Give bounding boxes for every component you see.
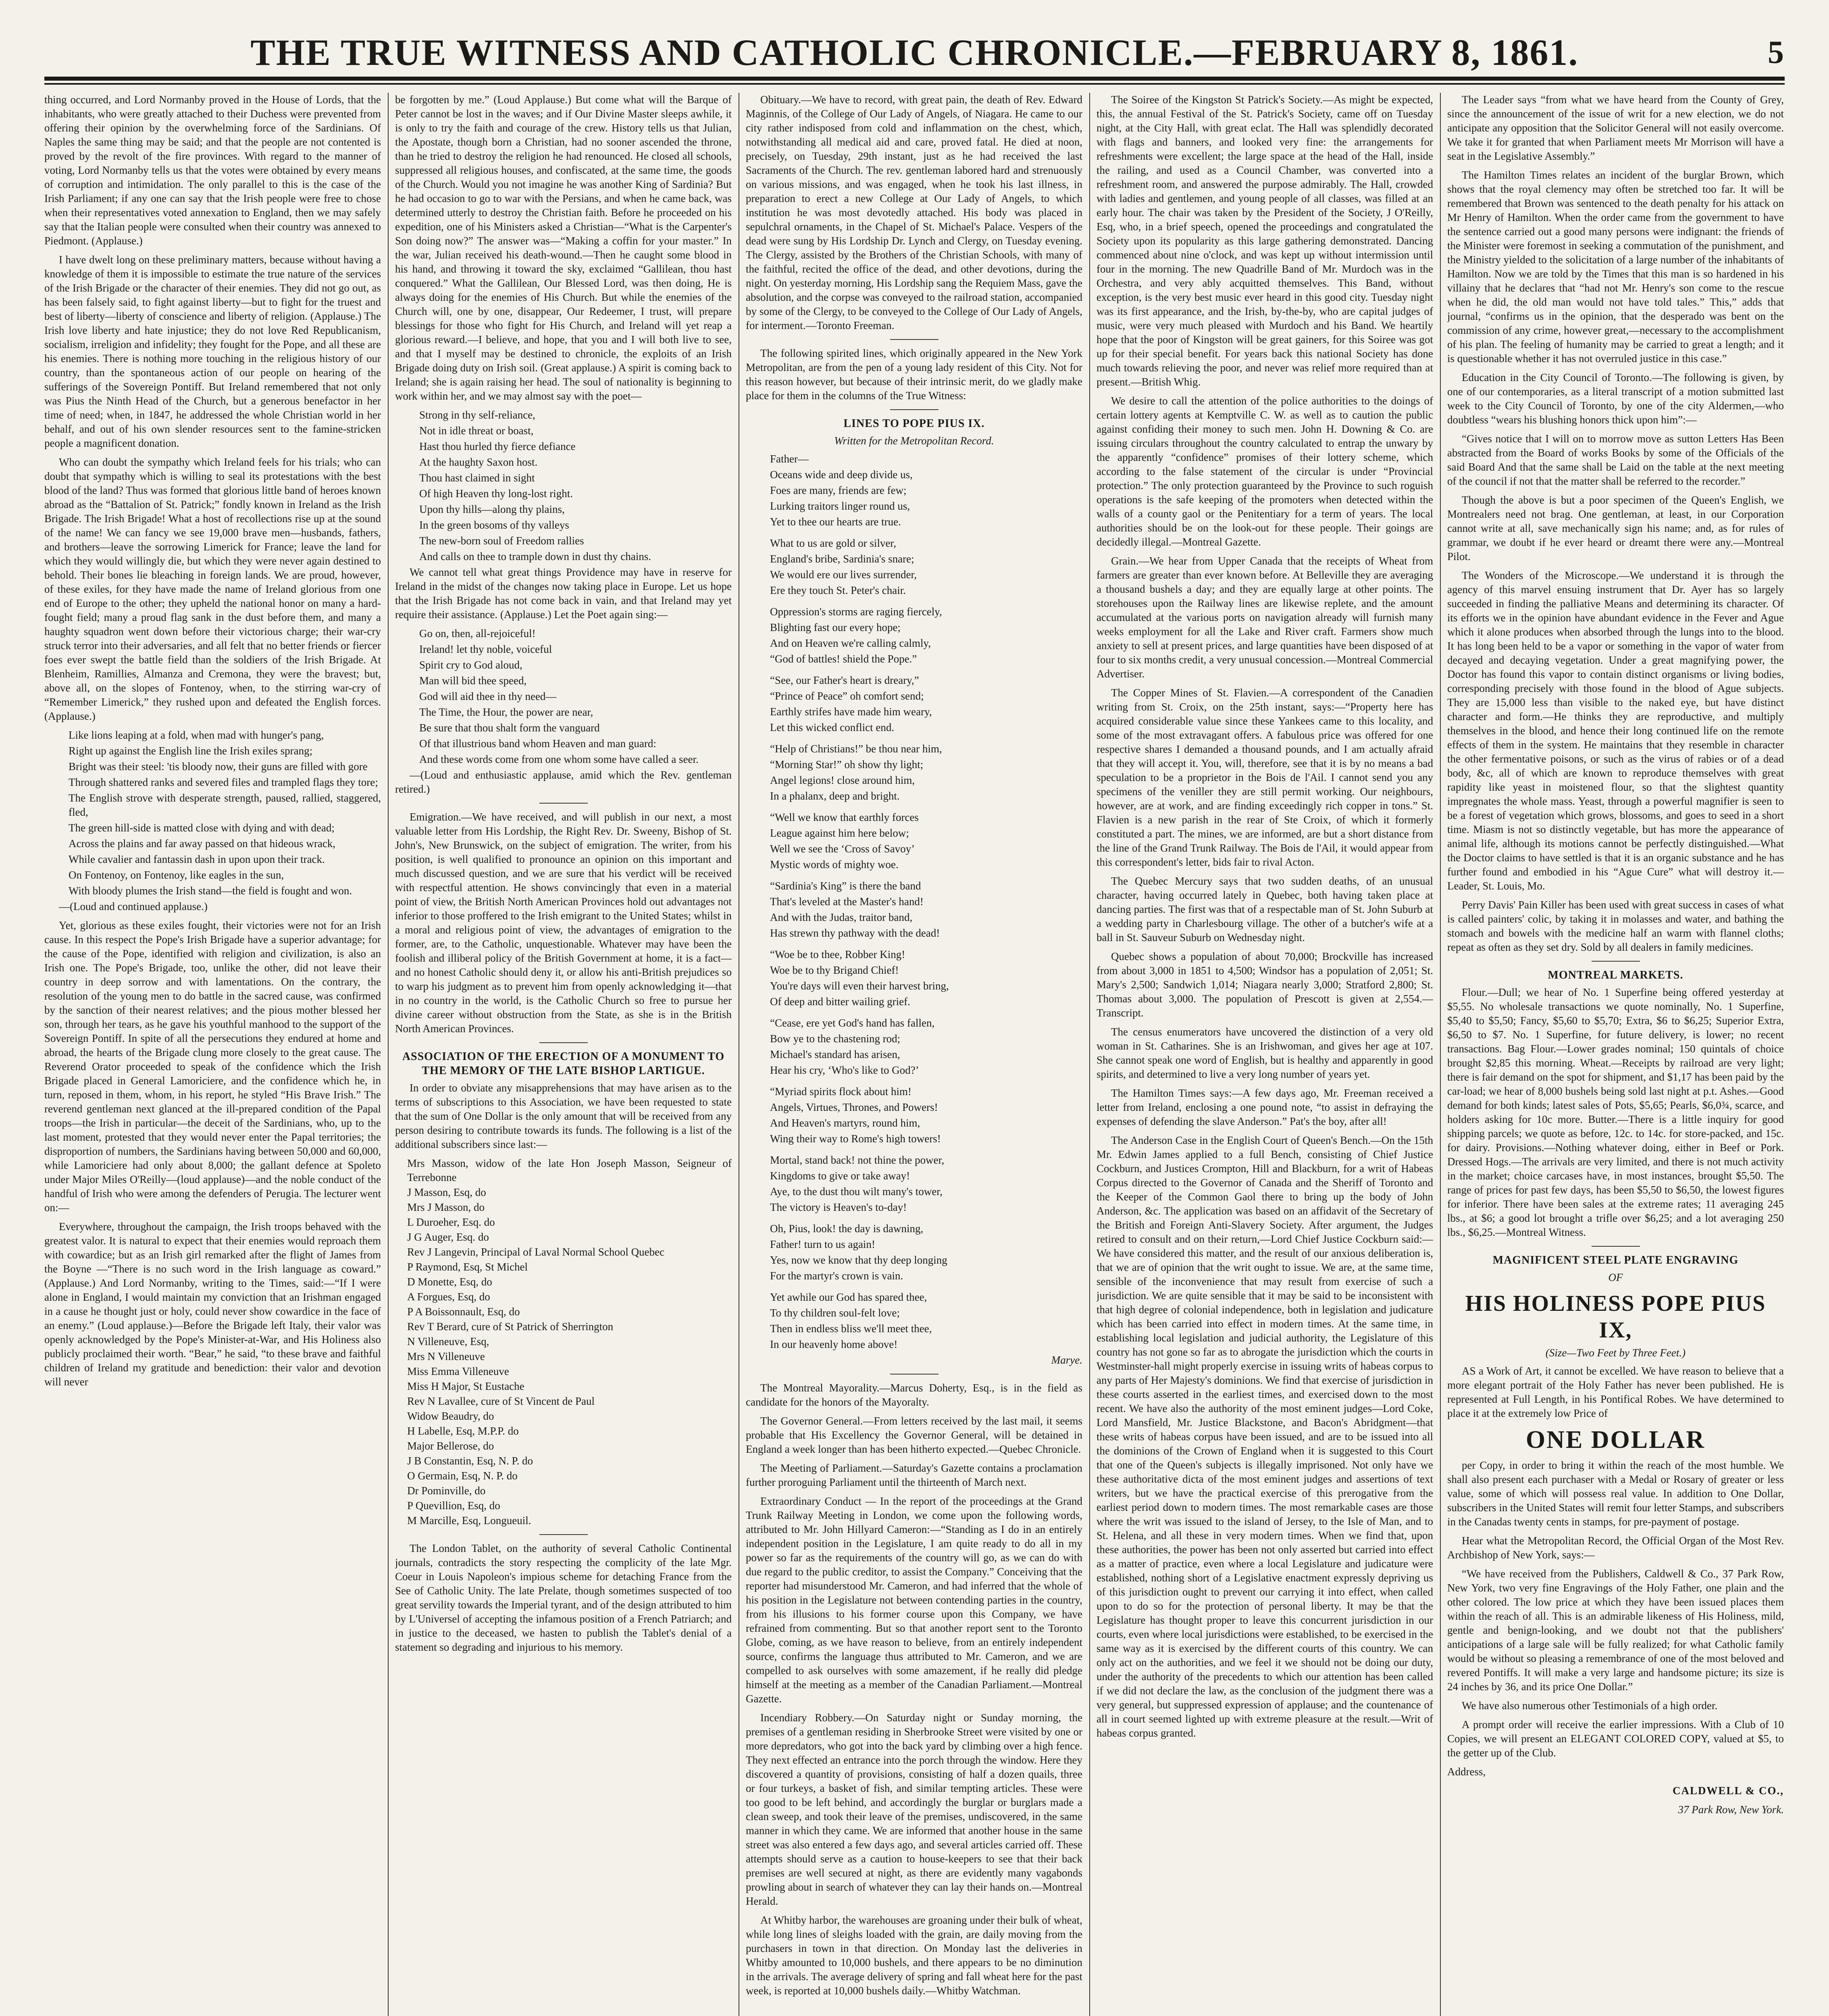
verse-line: Aye, to the dust thou wilt many's tower, — [770, 1185, 943, 1198]
paragraph: Grain.—We hear from Upper Canada that the receipts of Wheat from farmers are greater than ever known before. At Belleville they are averaging a thousand bushels a day; and they are equally large at other points. The storehouses upon the Railway lines are likewise replete, and the amount accumulated at the various ports on navigation already will furnish many weeks employment for all the Lake and River craft. Farmers show much anxiety to sell at present prices, and large quantities have been disposed of at four to six months credit, a very unusual concession.—Montreal Commercial Advertiser. — [1097, 555, 1433, 680]
verse-line: Yet to thee our hearts are true. — [770, 516, 901, 528]
verse-line: Blighting fast our every hope; — [770, 621, 901, 633]
article-heading: ASSOCIATION OF THE ERECTION OF A MONUMENT TO THE MEMORY OF THE LATE BISHOP LARTIGUE. — [402, 1050, 725, 1077]
verse-line: Bright was their steel: 'tis bloody now, their guns are filled with gore — [69, 760, 368, 773]
ad-paragraph: Address, — [1447, 1766, 1486, 1778]
divider — [890, 409, 938, 410]
paragraph: The Soiree of the Kingston St Patrick's Society.—As might be expected, this, the annual Festival of the St. Patrick's Society, came off on Tuesday night, at the City Hall, with great eclat. The Hall was splendidly decorated with flags and banners, and looked very fine: the arrangements for refreshments were excellent; the large space at the head of the Hall, inside the railing, and used as a Council Chamber, was converted into a refreshment room, and answered the purpose admirably. The Hall, crowded with ladies and gentlemen, and young people of all classes, was filled at an early hour. The chair was taken by the President of the Society, J O'Reilly, Esq, who, in a brief speech, opened the proceedings and congratulated the Society upon its popularity as this large gathering demonstrated. Dancing commenced about nine o'clock, and was kept up without intermission until four in the morning. The new Quadrille Band of Mr. Murdoch was in the Orchestra, and very ably acquitted themselves. This Band, without exception, is the very best music ever heard in this good city. Tuesday night was its first appearance, and the Irish, by-the-by, who are capital judges of music, were very much pleased with Murdoch and his Band. We heartily hope that the poor of Kingston will be great gainers, for this Soiree was got up for their special benefit. For years back this national Society has done much towards relieving the poor, and never was relief more required than at present.—British Whig. — [1097, 94, 1433, 388]
ad-paragraph: Hear what the Metropolitan Record, the Official Organ of the Most Rev. Archbishop of New York, says:— — [1447, 1535, 1784, 1561]
verse-line: Kingdoms to give or take away! — [770, 1170, 910, 1182]
verse-line: On Fontenoy, on Fontenoy, like eagles in the sun, — [69, 869, 284, 881]
verse-line: And these words come from one whom some have called a seer. — [419, 753, 699, 765]
list-item: Rev N Lavallee, cure of St Vincent de Paul — [407, 1395, 595, 1407]
verse-line: Then in endless bliss we'll meet thee, — [770, 1322, 932, 1335]
verse-line: “Sardinia's King” is there the band — [770, 880, 921, 892]
verse-line: God will aid thee in thy need— — [419, 690, 557, 702]
stanza-break — [770, 599, 1082, 603]
column-2 — [395, 93, 732, 2016]
list-item: Rev J Langevin, Principal of Laval Normal School Quebec — [407, 1246, 665, 1258]
verse-line: “God of battles! shield the Pope.” — [770, 653, 917, 665]
poem-signature: Marye. — [1051, 1354, 1082, 1366]
verse-line: And calls on thee to trample down in dust thy chains. — [419, 550, 651, 562]
ad-address-street: 37 Park Row, New York. — [1678, 1804, 1784, 1816]
verse-line: The new-born soul of Freedom rallies — [419, 535, 584, 547]
verse-line: Let this wicked conflict end. — [770, 721, 895, 733]
verse-line: Oh, Pius, look! the day is dawning, — [770, 1223, 924, 1235]
paragraph: Who can doubt the sympathy which Ireland feels for his trials; who can doubt that sympathy which is willing to seal its protestations with the best blood of the land? Thus was formed that glorious little band of heroes known abroad as the “Battalion of St. Patrick;” fondly known in Ireland as the Irish Brigade. The Irish Brigade! What a host of recollections rise up at the sound of the name! We can fancy we see 19,000 brave men—husbands, fathers, and brothers—leave the sorrowing Limerick for France; leave the land for which they would willingly die, but which they were never again destined to behold. Their bones lie bleaching in foreign lands. We are proud, however, of these exiles, for they have made the name of Ireland glorious from one end of Europe to the other; they upheld the national honor on many a hard-fought field; many a proud flag sank in the dust before them, and many a haughty squadron went down before their victorious charge; their war-cry struck terror into their adversaries, and all felt that no better friends or fiercer foes ever swept the battle field than the soldiers of the Irish Brigade. At Blenheim, Ramillies, Almanza and Cremona, they were the bravest; but, above all, on the slopes of Fontenoy, when, to the stirring war-cry of “Remember Limerick,” they rushed upon and defeated the English forces. (Applause.) — [44, 456, 381, 722]
verse-line: Lurking traitors linger round us, — [770, 500, 910, 512]
paragraph: Extraordinary Conduct — In the report of the proceedings at the Grand Trunk Railway Meeting in London, we come upon the following words, attributed to Mr. John Hillyard Cameron:—“Standing as I do in an entirely independent position in the Legislature, I am quite ready to do all in my power so far as the requirements of the country will go, as we can do with due regard to the public creditor, to assist the Company.” Conceiving that the reporter had misunderstood Mr. Cameron, and had inferred that the whole of his position in the Legislature not between contending parties in the country, from his illusions to his former course upon this Company, we have refrained from commenting. But so that another report sent to the Toronto Globe, coming, as we have reason to believe, from an entirely independent source, confirms the language thus attributed to Mr. Cameron, and we are compelled to ask ourselves with some amazement, if he really did pledge himself at the meeting as a member of the Canadian Parliament.—Montreal Gazette. — [746, 1495, 1082, 1705]
ad-size: (Size—Two Feet by Three Feet.) — [1545, 1347, 1686, 1359]
paragraph: The Copper Mines of St. Flavien.—A correspondent of the Canadien writing from St. Croix, on the 25th instant, says:—“Property here has acquired considerable value since these Yankees came to this locality, and some of the most extravagant offers. A fabulous price was offered for one respective shares I demanded a thousand pounds, and I am actually afraid that they will accept it. You, will, therefore, see that it is by no means a bad speculation to be a proprietor in the Bois de l'Ail. I cannot send you any specimens of the veniller they are still permit working. Our neighbours, however, are at work, and are finding exceedingly rich copper in tons.” St. Flavien is a new parish in the rear of Ste Croix, of which it formerly constituted a part. The mines, we are informed, are but a short distance from the line of the Grand Trunk Railway. The Bois de l'Ail, it would appear from this correspondent's letter, bids fair to rival Acton. — [1097, 687, 1433, 868]
verse-line: The victory is Heaven's to-day! — [770, 1201, 907, 1213]
verse-line: Hear his cry, ‘Who's like to God?’ — [770, 1064, 919, 1076]
list-item: H Labelle, Esq, M.P.P. do — [407, 1425, 519, 1437]
paragraph: Though the above is but a poor specimen of the Queen's English, we Montrealers need not brag. One gentleman, at least, in our Corporation cannot write at all, save mechanically sign his name; and, as for rules of grammar, we doubt if he ever heard or dreamt there were any.—Montreal Pilot. — [1447, 494, 1784, 562]
verse-line: Hast thou hurled thy fierce defiance — [419, 440, 576, 452]
verse-line: In our heavenly home above! — [770, 1338, 898, 1350]
stanza-break — [770, 942, 1082, 946]
verse-line: Father! turn to us again! — [770, 1238, 875, 1250]
verse-line: League against him here below; — [770, 827, 909, 839]
list-item: O Germain, Esq, N. P. do — [407, 1470, 518, 1482]
paragraph: The Montreal Mayorality.—Marcus Doherty, Esq., is in the field as candidate for the honors of the Mayoralty. — [746, 1382, 1082, 1408]
column-3 — [746, 93, 1082, 2016]
list-item: J Masson, Esq, do — [407, 1186, 486, 1198]
verse-block — [395, 408, 732, 564]
stanza-break — [770, 1216, 1082, 1220]
masthead-title: THE TRUE WITNESS AND CATHOLIC CHRONICLE.—FEBRUARY 8, 1861. — [250, 32, 1579, 73]
columns — [44, 93, 1785, 2016]
verse-line: “See, our Father's heart is dreary,” — [770, 674, 919, 686]
paragraph: At Whitby harbor, the warehouses are groaning under their bulk of wheat, while long lines of sleighs loaded with the grain, are daily moving from the purchasers in town in that direction. On Monday last the deliveries in Whitby amounted to 10,000 bushels, and there appears to be no diminution in the arrivals. The average delivery of spring and fall wheat here for the past week, is reported at 10,000 bushels daily.—Whitby Watchman. — [746, 1914, 1082, 1997]
masthead — [44, 28, 1785, 81]
ad-of: OF — [1608, 1271, 1623, 1283]
paragraph: Quebec shows a population of about 70,000; Brockville has increased from about 3,000 in 1851 to 4,500; Windsor has a population of 2,051; St. Mary's 2,500; Sandwich 1,014; Niagara nearly 3,000; Stratford 2,800; St. Thomas about 3,000. The population of Prescott is given at 2,554.—Transcript. — [1097, 950, 1433, 1019]
list-item: Major Bellerose, do — [407, 1440, 494, 1452]
verse-line: Well we see the ‘Cross of Savoy’ — [770, 843, 915, 855]
paragraph: —(Loud and continued applause.) — [59, 900, 208, 912]
column-1 — [44, 93, 381, 2016]
verse-line: Of that illustrious band whom Heaven and man guard: — [419, 737, 656, 750]
verse-line: Oceans wide and deep divide us, — [770, 469, 913, 481]
stanza-break — [770, 1148, 1082, 1152]
column-divider — [1440, 93, 1441, 2016]
paragraph: The London Tablet, on the authority of several Catholic Continental journals, contradicts the story respecting the complicity of the late Mgr. Coeur in Louis Napoleon's impious scheme for detaching France from the See of Catholic Unity. The late Prelate, though sometimes suspected of too great servility towards the Imperial tyrant, and of the design attributed to him by L'Universel of accepting the infamous position of a French Patriarch; and in justice to the deceased, we hasten to publish the Tablet's denial of a statement so degrading and injurious to his memory. — [395, 1542, 732, 1653]
verse-line: Spirit cry to God aloud, — [419, 659, 522, 671]
divider — [1592, 961, 1640, 962]
verse-line: Strong in thy self-reliance, — [419, 409, 535, 421]
verse-line: And on Heaven we're calling calmly, — [770, 637, 931, 649]
paragraph: The Meeting of Parliament.—Saturday's Gazette contains a proclamation further proroguing Parliament until the thirteenth of March next. — [746, 1462, 1082, 1488]
verse-line: “Cease, ere yet God's hand has fallen, — [770, 1017, 935, 1029]
divider — [539, 803, 588, 804]
list-item: P Raymond, Esq, St Michel — [407, 1261, 528, 1273]
stanza-break — [770, 1010, 1082, 1014]
verse-line: Oppression's storms are raging fiercely, — [770, 606, 942, 618]
verse-line: “Help of Christians!” be thou near him, — [770, 743, 942, 755]
ad-address-name: CALDWELL & CO., — [1672, 1785, 1784, 1797]
verse-line: You're days will even their harvest bring, — [770, 980, 949, 992]
verse-line: Not in idle threat or boast, — [419, 425, 534, 437]
list-item: Mrs J Masson, do — [407, 1201, 485, 1213]
verse-line: “Morning Star!” oh show thy light; — [770, 758, 924, 771]
markets-heading: MONTREAL MARKETS. — [1548, 969, 1683, 981]
stanza-break — [770, 1285, 1082, 1289]
verse-line: Foes are many, friends are few; — [770, 484, 907, 496]
verse-line: Man will bid thee speed, — [419, 675, 527, 687]
ad-heading: MAGNIFICENT STEEL PLATE ENGRAVING — [1492, 1254, 1739, 1266]
paragraph: Emigration.—We have received, and will publish in our next, a most valuable letter from His Lordship, the Right Rev. Dr. Sweeny, Bishop of St. John's, New Brunswick, on the subject of emigration. The writer, from his position, is well qualified to pronounce an opinion on this important and much discussed question, and we are sure that his verdict will be received with respectful attention. He shows convincingly that even in a material point of view, the British North American Provinces hold out advantages not inferior to those proffered to the Irish emigrant to the United States; whilst in a moral and religious point of view, the advantages of emigration to the former, are, to the Catholic, unquestionable. Whatever may have been the foolish and illiberal policy of the British Government at home, it is a fact—and no honest Catholic should deny it, or allow his anti-British prejudices so to warp his judgment as to prevent him from openly acknowledging it—that in no country in the world, is the Catholic Church so free to pursue her divine career without obstruction from the State, as she is in the British North American Provinces. — [395, 811, 732, 1035]
ad-paragraph: per Copy, in order to bring it within the reach of the most humble. We shall also present each purchaser with a Medal or Rosary of greater or less value, some of which will possess real value. In addition to One Dollar, subscribers in the United States will remit four letter Stamps, and subscribers in the Canadas twenty cents in stamps, for pre-payment of postage. — [1447, 1459, 1784, 1528]
paragraph: The Anderson Case in the English Court of Queen's Bench.—On the 15th Mr. Edwin James applied to a full Bench, consisting of Chief Justice Cockburn, and Justices Crompton, Hill and Blackburn, for a writ of Habeas Corpus directed to the Governor of Canada and the Sheriff of Toronto and the Keeper of the Common Gaol there to bring up the body of John Anderson, &c. The application was based on an affidavit of the Secretary of the British and Foreign Anti-Slavery Society. After argument, the Judges retired to consult and on their return,—Lord Chief Justice Cockburn said:—We have considered this matter, and the result of our anxious deliberation is, that we are of opinion that the writ ought to issue. We are, at the same time, sensible of the inconvenience that may result from exercise of such a jurisdiction. We are quite sensible that it may be said to be inconsistent with that high degree of colonial independence, both in legislation and judicature which has been carried into effect in modern times. At the same time, in establishing local legislation and judicial authority, the Legislature of this country has not gone so far as to abrogate the jurisdiction which the courts in Westminster-hall might properly exercise in issuing writs of habeas corpus to any parts of Her Majesty's dominions. We find that exercise of jurisdiction in these courts asserted in the earliest times, and exercised down to the most recent. We have also the authority of the most eminent judges—Lord Coke, Lord Mansfield, Mr. Justice Blackstone, and Bacon's Abridgment—that these writs of habeas corpus have been issued, and are to be issued into all the dominions of the Crown of England when it is suggested to this Court that one of the Queen's subjects is illegally imprisoned. Not only have we these authoritative dicta of the most eminent judges and assertions of text writers, but we have the practical exercise of this prerogative from the earliest period down to modern times. The most remarkable cases are those where the writ was issued to the island of Jersey, to the Isle of Man, and to St. Helena, and all these in very modern times. When we find that, upon these authorities, the power has been not only asserted but carried into effect as a matter of practice, even where a local Legislature and judicature were established, nothing short of a Legislative enactment expressly depriving us of this jurisdiction ought to prevent our carrying it into effect, when called upon to do so for the protection of personal liberty. It may be that the Legislature has thought proper to leave this concurrent jurisdiction in our courts, even where local jurisdictions were established, to be exercised in the same way as it is exercised by the different courts of this country. We can only act on the authorities, and we feel it we should not be doing our duty, under the authority of the precedents to which our attention has been called if we did not declare the law, as the conclusion of the judgment there was a very general, but suppressed expression of applause; and the countenance of all in court seemed lighted up with extreme pleasure at the result.—Writ of habeas corpus granted. — [1097, 1134, 1433, 1739]
ad-title: HIS HOLINESS POPE PIUS IX, — [1465, 1291, 1766, 1343]
verse-line: Across the plains and far away passed on that hideous wrack, — [69, 837, 336, 850]
verse-line: Mystic words of mighty woe. — [770, 858, 899, 871]
verse-line: Upon thy hills—along thy plains, — [419, 503, 565, 515]
list-item: Dr Pominville, do — [407, 1485, 486, 1497]
divider — [890, 1374, 938, 1375]
paragraph: “Gives notice that I will on to morrow move as sutton Letters Has Been abstracted from the Board of works Books by some of the Officials of the said Board And that the same shall be Laid on the table at the next meeting of the council if not that the matter shall be referred to the recorder.” — [1447, 433, 1784, 487]
stanza-break — [770, 531, 1082, 535]
list-item: D Monette, Esq, do — [407, 1276, 492, 1288]
ad-paragraph: A prompt order will receive the earlier impressions. With a Club of 10 Copies, we will present an ELEGANT COLORED COPY, valued at $5, to the getter up of the Club. — [1447, 1718, 1784, 1759]
paragraph: The census enumerators have uncovered the distinction of a very old woman in St. Catharines. She is an Irishwoman, and gives her age at 107. She cannot speak one word of English, but is healthy and apparently in good spirits, and determined to live a very long number of years yet. — [1097, 1026, 1433, 1080]
verse-line: “Woe be to thee, Robber King! — [770, 948, 905, 960]
verse-line: “Prince of Peace” oh comfort send; — [770, 690, 924, 702]
divider — [1592, 1246, 1640, 1247]
verse-line: Like lions leaping at a fold, when mad with hunger's pang, — [69, 729, 324, 741]
list-item: J G Auger, Esq. do — [407, 1231, 489, 1243]
verse-line: In the green bosoms of thy valleys — [419, 519, 569, 531]
newspaper-page — [44, 28, 1785, 2016]
verse-line: Be sure that thou shalt form the vanguard — [419, 722, 600, 734]
ad-paragraph: We have also numerous other Testimonials of a high order. — [1462, 1699, 1718, 1712]
divider — [890, 339, 938, 340]
list-item: P Quevillion, Esq, do — [407, 1500, 500, 1512]
column-divider — [388, 93, 389, 2016]
verse-line: Bow ye to the chastening rod; — [770, 1033, 901, 1045]
paragraph: be forgotten by me.” (Loud Applause.) But come what will the Barque of Peter cannot be lost in the waves; and if Our Divine Master sleeps awhile, it is only to try the faith and courage of the crew. History tells us that Julian, the Apostate, though born a Christian, had no sooner ascended the throne, than he tried to destroy the religion he had renounced. He closed all schools, suppressed all religious houses, and confiscated, at the same time, the goods of the Church. Would you not imagine he was another King of Sardinia? But he had occasion to go to war with the Persians, and when he came back, was determined utterly to destroy the Christian faith. Before he proceeded on his expedition, one of his Ministers asked a Christian—“What is the Carpenter's Son doing now?” The answer was—“Making a coffin for your master.” In the war, Julian received his death-wound.—Then he caught some blood in his hand, and throwing it toward the sky, exclaimed “Gallilean, thou hast conquered.” What the Gallilean, Our Blessed Lord, was then doing, He is always doing for the enemies of His Church. But while the enemies of the Church will, one by one, disappear, Our Redeemer, I trust, will prepare blessings for those who fight for His Church, and Ireland will yet reap a glorious reward.—I believe, and hope, that you and I will both live to see, and that I myself may be destined to chronicle, the exploits of an Irish Brigade doing duty on Irish soil. (Great applause.) A spirit is coming back to Ireland; she is again raising her head. The soul of nationality is beginning to work within her, and we may almost say with the poet— — [395, 94, 732, 402]
verse-line: While cavalier and fantassin dash in upon upon their track. — [69, 853, 325, 865]
poem-subtitle: Written for the Metropolitan Record. — [834, 435, 994, 447]
list-item: Rev T Berard, cure of St Patrick of Sherrington — [407, 1320, 614, 1333]
verse-line: In a phalanx, deep and bright. — [770, 790, 900, 802]
verse-line: We would ere our lives surrender, — [770, 569, 917, 581]
verse-line: Of high Heaven thy long-lost right. — [419, 487, 573, 500]
divider — [539, 1534, 588, 1535]
stanza-break — [770, 805, 1082, 809]
paragraph: The Leader says “from what we have heard from the County of Grey, since the announcement of the issue of writ for a new election, we do not anticipate any opposition that the Solicitor General will not easily overcome. We take it for granted that when Parliament meets Mr Morrison will have a seat in the Legislative Assembly.” — [1447, 94, 1784, 162]
paragraph: The following spirited lines, which originally appeared in the New York Metropolitan, are from the pen of a young lady resident of this City. Not for this reason however, but because of their intrinsic merit, do we gladly make place for them in the columns of the True Witness: — [746, 347, 1082, 402]
paragraph: The Governor General.—From letters received by the last mail, it seems probable that His Excellency the Governor General, will be detained in England a week longer than has been hitherto expected.—Quebec Chronicle. — [746, 1415, 1082, 1455]
verse-line: “Well we know that earthly forces — [770, 811, 919, 823]
verse-block — [395, 627, 732, 766]
stanza-break — [770, 668, 1082, 672]
verse-line: For the martyr's crown is vain. — [770, 1270, 903, 1282]
paragraph: The Hamilton Times says:—A few days ago, Mr. Freeman received a letter from Ireland, enclosing a one pound note, “to assist in defraying the expenses of defending the slave Anderson.” Pat's the boy, after all! — [1097, 1087, 1433, 1127]
verse-line: At the haughty Saxon host. — [419, 456, 538, 468]
verse-line: And with the Judas, traitor band, — [770, 911, 913, 923]
list-item: P A Boissonnault, Esq, do — [407, 1306, 520, 1318]
paragraph: —(Loud and enthusiastic applause, amid which the Rev. gentleman retired.) — [395, 769, 732, 795]
paragraph: We cannot tell what great things Providence may have in reserve for Ireland in the midst of the changes now taking place in Europe. Let us hope that the Irish Brigade has not come back in vain, and that Ireland may yet require their assistance. (Applause.) Let the Poet again sing:— — [395, 566, 732, 621]
verse-line: Woe be to thy Brigand Chief! — [770, 964, 899, 976]
markets-report: Flour.—Dull; we hear of No. 1 Superfine being offered yesterday at $5,55. No wholesale transactions we quote nominally, No. 1 Superfine, $5,40 to $5,50; Fancy, $5,60 to $5,70; Extra, $6 to $6,25; Superior Extra, $6,50 to $7. No. 1 Superfine, for future delivery, is lower; no recent transactions. Bag Flour.—Lower grades nominal; 150 quintals of choice brought $2,85 this morning. Wheat.—Receipts by railroad are very light; there is fair demand on the spot for shipment, and $1,17 has been paid by the car-load; we hear of 8,000 bushels being sold last night at p.t. Ashes.—Good demand for both kinds; latest sales of Pots, $5,65; Pearls, $6,0¾, scarce, and holders asking for 10c more. Butter.—There is a little inquiry for good shipping parcels; we quote as before, 12c. to 14c. for store-packed, and 15c. for dairy. Provisions.—Nothing whatever doing, either in Beef or Pork. Dressed Hogs.—The arrivals are very limited, and there is not much activity in the market; choice carcases have, in most instances, brought $5,50. The range of prices for past few days, has been $5,50 to $6,50, the lowest figures for inferior. There have been sales at the extreme rates; 11 averaging 245 lbs., at $6; a good lot brought a trifle over $6,25; and a lot averaging 250 lbs., $6,25.—Montreal Witness. — [1447, 986, 1784, 1238]
ad-paragraph: AS a Work of Art, it cannot be excelled. We have reason to believe that a more elegant portrait of the Holy Father has never been published. He is represented at Full Length, in his Pontifical Robes. We have determined to place it at the extremely low Price of — [1447, 1365, 1784, 1419]
verse-line: “Myriad spirits flock about him! — [770, 1085, 911, 1098]
paragraph: The Quebec Mercury says that two sudden deaths, of an unusual character, having occurred lately in Quebec, both having taken place at dancing parties. The first was that of a respectable man of St. John Suburb at a wedding party in Charlesbourg village. The other of a butcher's wife at a ball in St. Sauveur Suburb on Wednesday night. — [1097, 875, 1433, 943]
paragraph: Yet, glorious as these exiles fought, their victories were not for an Irish cause. In this respect the Pope's Irish Brigade have a superior advantage; for the cause of the Pope, identified with religion and civilization, is also an Irish one. The Pope's Brigade, too, unlike the other, did not leave their country in deep sorrow and with lamentations. On the contrary, the resolution of the young men to do battle in the sacred cause, was confirmed by the sanction of their nearest relatives; and the pious mother blessed her son, through her tears, as he gave his youthful manhood to the support of the Sovereign Pontiff. In spite of all the persecutions they endured at home and abroad, the hearts of the Brigade clung more closely to the great cause. The Reverend Orator proceeded to speak of the confidence which the Irish Brigade placed in General Lamoriciere, and the confidence which he, in turn, reposed in them, whom, in his report, he styled “His Brave Irish.” The reverend gentleman next glanced at the ill-prepared condition of the Papal troops—the Irish in particular—the deceit of the Sardinians, who, up to the last moment, protested that they would never enter the Papal territories; the disproportion of numbers, the Sardinians having between 50,000 and 60,000, while Lamoriciere had only about 8,000; the gallant defence at Spoleto under Major Miles O'Reilly—(loud applause)—and the noble conduct of the handful of Irish who were among the defenders of Perugia. The lecturer went on:— — [44, 919, 381, 1214]
verse-line: Michael's standard has arisen, — [770, 1048, 900, 1060]
stanza-break — [770, 736, 1082, 740]
verse-line: The Time, the Hour, the power are near, — [419, 706, 593, 718]
ad-price: ONE DOLLAR — [1525, 1426, 1706, 1454]
verse-line: Of deep and bitter wailing grief. — [770, 996, 910, 1008]
ad-paragraph: “We have received from the Publishers, Caldwell & Co., 37 Park Row, New York, two very fine Engravings of the Holy Father, one plain and the other colored. The low price at which they have been issued places them within the reach of all. This is an admirable likeness of His Holiness, mild, gentle and benign-looking, and we doubt not that the publishers' anticipations of a large sale will be fully realized; for what Catholic family would be without so pleasing a remembrance of one of the most beloved and revered Pontiffs. It will make a very large and handsome picture; its size is 24 inches by 36, and its price One Dollar.” — [1447, 1568, 1784, 1693]
verse-line: Yes, now we know that thy deep longing — [770, 1254, 947, 1266]
list-item: L Duroeher, Esq. do — [407, 1216, 495, 1228]
list-item: N Villeneuve, Esq, — [407, 1335, 489, 1347]
verse-line: Go on, then, all-rejoiceful! — [419, 627, 536, 639]
verse-line: Wing their way to Rome's high towers! — [770, 1133, 941, 1145]
verse-line: With bloody plumes the Irish stand—the field is fought and won. — [69, 885, 352, 897]
verse-line: Yet awhile our God has spared thee, — [770, 1291, 927, 1303]
paragraph: thing occurred, and Lord Normanby proved in the House of Lords, that the inhabitants, who were greatly attached to their Duchess were prevented from offering their opinion by the overwhelming force of the Sardinians. Of Naples the same thing may be said; and that the people are not contented is proved by the revolt of the fire provinces. With regard to the manner of voting, Lord Normanby tells us that the votes were obtained by every means of corruption and intimidation. The only parallel to this is the case of the Irish Parliament; if any one can say that the Irish people were free to chose when their representatives voted annexation to England, then we may safely say that the Italian people were consulted when their country was annexed to Piedmont. (Applause.) — [44, 94, 381, 247]
paragraph: The Hamilton Times relates an incident of the burglar Brown, which shows that the royal clemency may often be stretched too far. It will be remembered that Brown was sentenced to the death penalty for his attack on Mr Henry of Hamilton. When the order came from the government to have the sentence carried out a good many persons were indignant: the friends of the Minister were foremost in seeking a commutation of the punishment, and the Ministry yielded to the solicitation of a large number of the inhabitants of Hamilton. Now we are told by the Times that this man is so hardened in his villainy that he declares that “had not Mr. Henry's son come to the rescue when he did, the old man would not have told tales.” This,” adds that journal, “confirms us in the opinion, that the desperado was bent on the commission of any crime, however great,—necessary to the accomplishment of his plan. The feeling of humanity may be carried to great a length; and it is questionable whether it has not overruled justice in this case.” — [1447, 169, 1784, 364]
masthead-rule — [44, 83, 1785, 85]
verse-line: And Heaven's martyrs, round him, — [770, 1117, 920, 1129]
verse-line: Angel legions! close around him, — [770, 774, 915, 786]
verse-line: To thy children soul-felt love; — [770, 1307, 900, 1319]
verse-line: Angels, Virtues, Thrones, and Powers! — [770, 1101, 938, 1113]
list-item: Miss Emma Villeneuve — [407, 1365, 509, 1377]
verse-line: The English strove with desperate strength, paused, rallied, staggered, fled, — [69, 792, 381, 818]
verse-line: That's leveled at the Master's hand! — [770, 896, 924, 908]
column-5 — [1447, 93, 1784, 2016]
paragraph: The Wonders of the Microscope.—We understand it is through the agency of this marvel ensuing instrument that Dr. Ayer has so largely succeeded in finding the palliative Means and determining its character. Of its efforts we in the opinion have abundant evidence in the Fever and Ague which it alone produces when absorbed through the lungs into to the blood. It has long been held to be a vapor or something in the vapor of water from decayed and decaying vegetation. Under a great magnifying power, the Doctor has found this vapor to contain distinct organisms or living bodies, corresponding precisely with those found in the blood of Ague subjects. They are 15,000 less than visible to the naked eye, but have distinct character and form.—He thinks they are reproductive, and multiply themselves in the blood, and hence their long continued life on the remote effects of them in the system. He maintains that they resemble in character the other fermentative poisons, or such as the virus of rabies or of a dead body, &c, all of which are known to reproduce themselves with great rapidity like yeast in moistened flour, so that the slightest quantity impregnates the whole mass. Yeast, through a powerful magnifier is seen to be a forest of vegetation which grows, blossoms, and goes to seed in a short time. Miasm is not so distinctly vegetable, but has more the appearance of animal life, although its motions cannot be perfectly distinguished.—What the Doctor claims to have settled is that it is an organic substance and he has further found and embodied in his “Ague Cure” what will destroy it.—Leader, St. Louis, Mo. — [1447, 569, 1784, 892]
poem — [746, 452, 1082, 1352]
verse-line: Earthly strifes have made him weary, — [770, 706, 932, 718]
list-item: J B Constantin, Esq, N. P. do — [407, 1455, 533, 1467]
verse-line: Mortal, stand back! not thine the power, — [770, 1154, 945, 1166]
subscriber-list — [395, 1156, 732, 1528]
stanza-break — [770, 873, 1082, 877]
paragraph: Incendiary Robbery.—On Saturday night or Sunday morning, the premises of a gentleman residing in Sherbrooke Street were visited by one or more depredators, who got into the back yard by climbing over a high fence. They next effected an entrance into the porch through the window. Here they discovered a quantity of provisions, consisting of half a dozen quails, three or four turkeys, a basket of fish, and similar tempting articles. These were too good to be left behind, and accordingly the burglar or burglars made a clean sweep, and took their leave of the premises, undiscovered, in the same manner in which they came. We are informed that another house in the same street was also entered a few days ago, and several articles carried off. These attempts should serve as a caution to house-keepers to see that their back premises are well secured at night, as there are evidently many vagabonds prowling about in search of whatever they can lay their hands on.—Montreal Herald. — [746, 1712, 1082, 1907]
verse-line: England's bribe, Sardinia's snare; — [770, 553, 914, 565]
paragraph: Obituary.—We have to record, with great pain, the death of Rev. Edward Maginnis, of the College of Our Lady of Angels, of Niagara. He came to our city rather indisposed from cold and inflammation on the chest, which, notwithstanding all medical aid and care, proved fatal. He died at noon, precisely, on Tuesday, 29th instant, just as he had received the last Sacraments of the Church. The rev. gentleman labored hard and strenuously on various missions, and was engaged, when he took his last illness, in preparation to erect a new College at Our Lady of Angels, to which institution he was most devotedly attached. His body was placed in sepulchral ornaments, in the Chapel of St. Michael's Palace. Vespers of the dead were sung by His Lordship Dr. Lynch and Clergy, on Tuesday evening. The Clergy, assisted by the Brothers of the Christian Schools, with many of the faithful, recited the office of the dead, and other devotions, during the night. On yesterday morning, His Lordship sang the Requiem Mass, gave the absolution, and the corpse was conveyed to the railroad station, accompanied by some of the Clergy, to be conveyed to the College of Our Lady of Angels, for interment.—Toronto Freeman. — [746, 94, 1082, 331]
verse-line: What to us are gold or silver, — [770, 537, 897, 549]
stanza-break — [770, 1079, 1082, 1083]
verse-line: Ere they touch St. Peter's chair. — [770, 584, 906, 596]
list-item: A Forgues, Esq, do — [407, 1291, 490, 1303]
verse-line: Ireland! let thy noble, voiceful — [419, 643, 552, 655]
paragraph: Perry Davis' Pain Killer has been used with great success in cases of what is called painters' colic, by taking it in molasses and water, and bathing the stomach and bowels with the medicine half an warm with flannel cloths; repeat as often as they set dry. Sold by all dealers in family medicines. — [1447, 899, 1784, 953]
list-item: Mrs N Villeneuve — [407, 1350, 485, 1362]
verse-line: Has strewn thy pathway with the dead! — [770, 927, 940, 939]
paragraph: I have dwelt long on these preliminary matters, because without having a knowledge of them it is impossible to estimate the true nature of the services of the Irish Brigade or the character of their enemies. They did not go out, as has been falsely said, to fight against liberty—but to fight for the truest and best of liberty—liberty of conscience and liberty of religion. (Applause.) The Irish love liberty and hate injustice; they do not love Red Republicanism, socialism, irreligion and infidelity; they fought for the Pope, and all these are his enemies. There is nothing more touching in the religious history of our country, than the spontaneous action of our people on hearing of the sufferings of the Sovereign Pontiff. But Ireland remembered that not only was Pius the Ninth Head of the Church, but a generous benefactor in her time of need; when, in 1847, he addressed the whole Christian world in her behalf, and out of his own slender resources sent to the famine-stricken people a magnificent donation. — [44, 254, 381, 449]
list-item: Widow Beaudry, do — [407, 1410, 494, 1422]
verse-line: Right up against the English line the Irish exiles sprang; — [69, 745, 313, 757]
paragraph: Education in the City Council of Toronto.—The following is given, by one of our contemporaries, as a literal transcript of a motion submitted last week to the City Council of Toronto, by one of the city Aldermen,—who doubtless “wears his blushing honors thick upon him”:— — [1447, 371, 1784, 426]
verse-line: The green hill-side is matted close with dying and with dead; — [69, 822, 335, 834]
list-item: Miss H Major, St Eustache — [407, 1380, 524, 1392]
verse-line: Father— — [770, 453, 809, 465]
divider — [539, 1042, 588, 1043]
column-4 — [1097, 93, 1433, 2016]
page-number: 5 — [1768, 35, 1785, 70]
poem-title: LINES TO POPE PIUS IX. — [843, 417, 985, 430]
verse-block — [44, 728, 381, 898]
column-divider — [1089, 93, 1090, 2016]
list-item: Mrs Masson, widow of the late Hon Joseph Masson, Seigneur of Terrebonne — [407, 1157, 732, 1183]
paragraph: In order to obviate any misapprehensions that may have arisen as to the terms of subscriptions to this Association, we have been requested to state that the sum of One Dollar is the only amount that will be received from any person desiring to contribute towards its funds. The following is a list of the additional subscribers since last:— — [395, 1082, 732, 1150]
paragraph: We desire to call the attention of the police authorities to the doings of certain lottery agents at Kemptville C. W. as well as to caution the public against confiding their money to such men. John H. Downing & Co. are issuing circulars throughout the country calculated to entrap the unwary by the apparently “confidence” promises of their lottery scheme, which according to the false statement of the circular is under “Provincial protection.” The only protection guaranteed by the Province to such roguish operations is the safe keeping of the promoters when detected within the walls of a county gaol or the Penitentiary for a term of years. The local authorities should be on the look-out for these people. Their goings are decidedly illegal.—Montreal Gazette. — [1097, 395, 1433, 548]
verse-line: Thou hast claimed in sight — [419, 472, 535, 484]
list-item: M Marcille, Esq, Longueuil. — [407, 1514, 531, 1527]
verse-line: Through shattered ranks and severed files and trampled flags they tore; — [69, 776, 378, 788]
paragraph: Everywhere, throughout the campaign, the Irish troops behaved with the greatest valor. It is natural to expect that their enemies would reproach them with cowardice; but as an Irish girl remarked after the flight of James from the Boyne —“There is no such word in the Irish language as coward.” (Applause.) And Lord Normanby, writing to the Times, said:—“If I were alone in England, I would maintain my conviction that an Irishman engaged in a cause he thought just or holy, could never show cowardice in the face of an enemy.” (Loud applause.)—Before the Brigade left Italy, their valor was openly acknowledged by the Pope's Minister-at-War, and His Holiness also publicly proclaimed their worth. “Bear,” he said, “to these brave and faithful children of Ireland my gratitude and benediction: their valor and devotion will never — [44, 1220, 381, 1388]
